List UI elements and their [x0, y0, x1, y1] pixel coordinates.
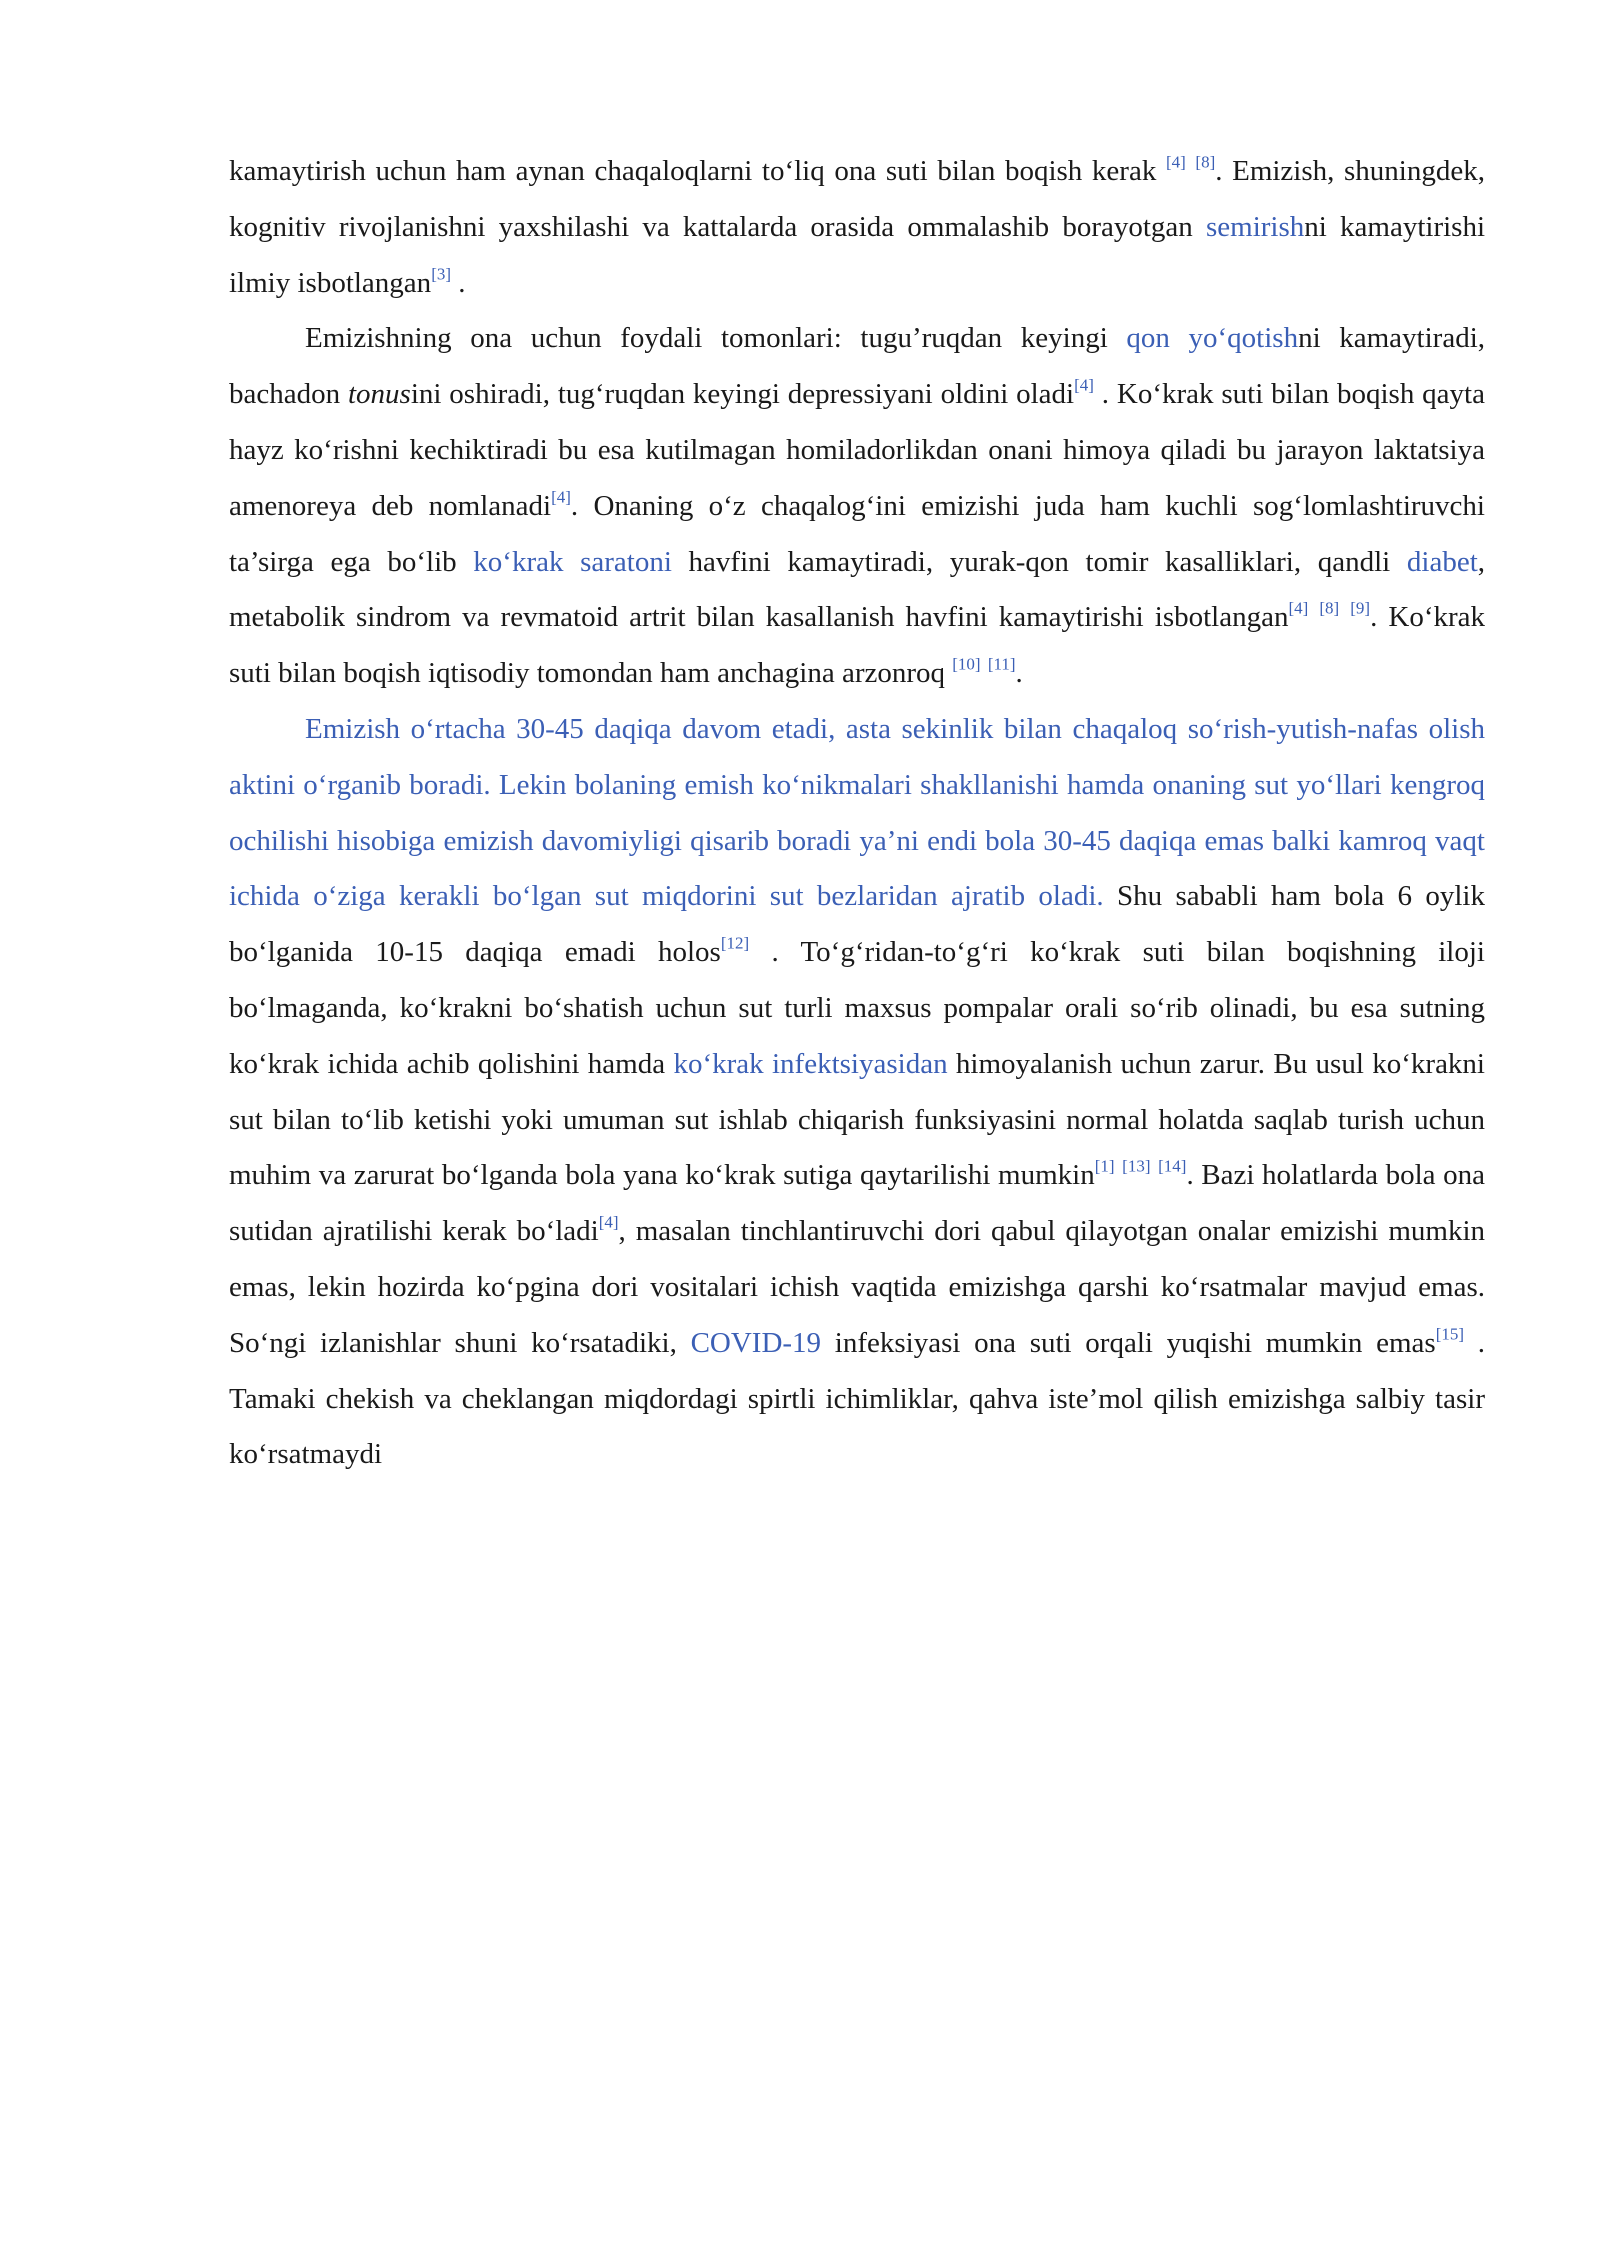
- text-run: himoyalanish uchun zarur. Bu usul ko‘krakni sut bilan to‘lib ketishi yoki umuman sut ishlab chiqarish funksiyasini normal holatda saqlab turish uchun muhim va zarurat bo‘lganda bola yana ko‘krak sutiga qaytarilishi mumkin: [229, 1047, 1485, 1192]
- highlighted-passage: Emizish o‘rtacha 30-45 daqiqa davom etadi, asta sekinlik bilan chaqaloq so‘rish-yutish-nafas olish aktini o‘rganib boradi. Lekin bolaning emish ko‘nikmalari shakllanishi hamda onaning sut yo‘llari kengroq ochilishi hisobiga emizish davomiyligi qisarib boradi ya’ni endi bola 30-45 daqiqa emas balki kamroq vaqt ichida o‘ziga kerakli bo‘lgan sut miqdorini sut bezlaridan ajratib oladi.: [229, 712, 1485, 913]
- text-run: ni kamaytiradi, bachadon: [229, 322, 1486, 411]
- text-run: . Ko‘krak suti bilan boqish iqtisodiy tomondan ham anchagina arzonroq: [229, 601, 1486, 690]
- text-run: . Ko‘krak suti bilan boqish qayta hayz ko‘rishni kechiktiradi bu esa kutilmagan homiladorlikdan onani himoya qiladi bu jarayon laktatsiya amenoreya deb nomlanadi: [229, 378, 1485, 522]
- citation-ref[interactable]: [11]: [987, 654, 1016, 674]
- text-run: . Emizish, shuningdek, kognitiv rivojlanishni yaxshilashi va kattalarda orasida ommalashib borayotgan: [229, 155, 1485, 243]
- link-qon-yoqotish[interactable]: qon yo‘qotish: [1126, 322, 1299, 355]
- text-run: . Tamaki chekish va cheklangan miqdordagi spirtli ichimliklar, qahva iste’mol qilish emizishga salbiy tasir ko‘rsatmaydi: [229, 1326, 1486, 1471]
- paragraph-2: [229, 311, 1485, 702]
- citation-ref[interactable]: [4]: [1074, 375, 1094, 395]
- link-semirish[interactable]: semirish: [1206, 210, 1305, 243]
- citation-ref[interactable]: [1]: [1094, 1156, 1115, 1176]
- text-run: Emizishning ona uchun foydali tomonlari: tugu’ruqdan keyingi: [305, 322, 1127, 355]
- citation-ref[interactable]: [15]: [1435, 1323, 1465, 1343]
- citation-ref[interactable]: [10]: [952, 654, 981, 674]
- text-run: infeksiyasi ona suti orqali yuqishi mumkin emas: [821, 1326, 1436, 1359]
- paragraph-1: [229, 144, 1485, 311]
- citation-ref[interactable]: [4]: [1165, 152, 1186, 172]
- text-run: ni kamaytirishi ilmiy isbotlangan: [229, 210, 1486, 299]
- text-run: Shu sababli ham bola 6 oylik bo‘lganida 10-15 daqiqa emadi holos: [229, 880, 1485, 969]
- text-run: , masalan tinchlantiruvchi dori qabul qilayotgan onalar emizishi mumkin emas, lekin hozirda ko‘pgina dori vositalari ichish vaqtida emizishga qarshi ko‘rsatmalar mavjud emas. So‘ngi izlanishlar shuni ko‘rsatadiki,: [229, 1215, 1486, 1359]
- text-run: ini oshiradi, tug‘ruqdan keyingi depressiyani oldini oladi: [410, 378, 1075, 411]
- link-kokrak-infektsiyasi[interactable]: ko‘krak infektsiyasidan: [673, 1047, 948, 1080]
- citation-ref[interactable]: [3]: [431, 263, 452, 283]
- text-run: .: [451, 266, 466, 299]
- citation-ref[interactable]: [12]: [720, 933, 750, 953]
- italic-term: tonus: [347, 378, 411, 411]
- citation-ref[interactable]: [8]: [1319, 598, 1340, 618]
- citation-ref[interactable]: [14]: [1158, 1156, 1187, 1176]
- text-run: .: [1015, 657, 1023, 690]
- citation-ref[interactable]: [4]: [598, 1212, 619, 1232]
- paragraph-3: [229, 702, 1485, 1483]
- text-run: . Bazi holatlarda bola ona sutidan ajratilishi kerak bo‘ladi: [229, 1159, 1486, 1248]
- citation-ref[interactable]: [8]: [1195, 152, 1216, 172]
- citation-ref[interactable]: [4]: [551, 487, 571, 507]
- link-diabet[interactable]: diabet: [1406, 545, 1478, 578]
- text-run: , metabolik sindrom va revmatoid artrit bilan kasallanish havfini kamaytirishi isbotlangan: [229, 545, 1485, 634]
- citation-ref[interactable]: [9]: [1350, 598, 1371, 618]
- citation-ref[interactable]: [13]: [1122, 1156, 1151, 1176]
- text-run: . Onaning o‘z chaqalog‘ini emizishi juda ham kuchli sog‘lomlashtiruvchi ta’sirga ega bo‘lib: [229, 489, 1485, 578]
- document-page: [229, 144, 1485, 1483]
- text-run: kamaytirish uchun ham aynan chaqaloqlarni to‘liq ona suti bilan boqish kerak: [229, 155, 1166, 187]
- link-kokrak-saratoni[interactable]: ko‘krak saratoni: [473, 545, 672, 578]
- text-run: . To‘g‘ridan-to‘g‘ri ko‘krak suti bilan boqishning iloji bo‘lmaganda, ko‘krakni bo‘shatish uchun sut turli maxsus pompalar orali so‘rib olinadi, bu esa sutning ko‘krak ichida achib qolishini hamda: [229, 936, 1485, 1080]
- link-covid-19[interactable]: COVID-19: [690, 1326, 822, 1359]
- citation-ref[interactable]: [4]: [1288, 598, 1309, 618]
- text-run: havfini kamaytiradi, yurak-qon tomir kasalliklari, qandli: [671, 545, 1407, 578]
